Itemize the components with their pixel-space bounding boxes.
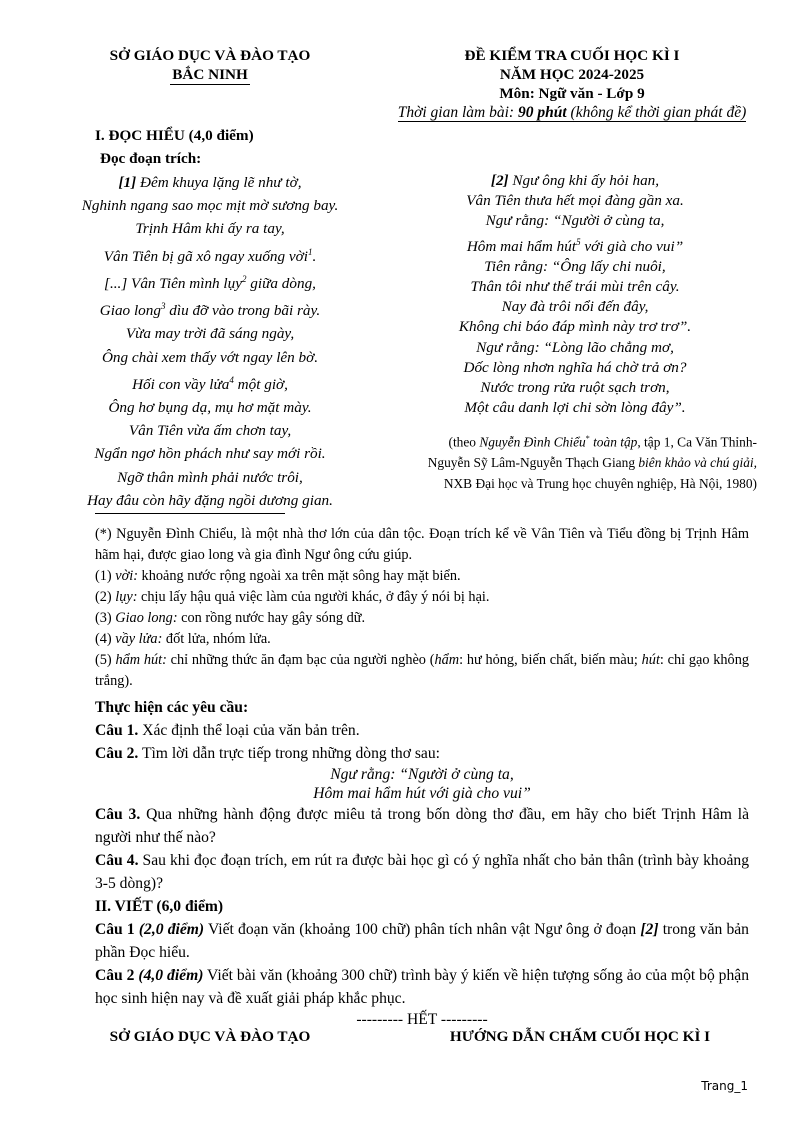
footnote-1: (1) vời: khoảng nước rộng ngoài xa trên mặt sông hay mặt biển. (95, 568, 461, 584)
footer-guide-title: HƯỚNG DẪN CHẤM CUỐI HỌC KÌ I (449, 1028, 711, 1045)
province-name: BẮC NINH (172, 66, 248, 83)
poem-excerpt-2 (420, 171, 730, 419)
poem-line: Giao long$^3$ dìu đỡ vào trong bãi rày. (99, 301, 321, 320)
footer-department: SỞ GIÁO DỤC VÀ ĐÀO TẠO (109, 1028, 311, 1045)
poem-line: Ngư rằng: “Người ở cùng ta, (485, 212, 665, 230)
poem-line: Hối con vầy lửa$^4$ một giờ, (132, 374, 288, 393)
poem-line: Trịnh Hâm khi ấy ra tay, (135, 220, 285, 238)
footnotes (95, 524, 749, 692)
subject-line: Môn: Ngữ văn - Lớp 9 (499, 85, 645, 102)
page-number: Trang_1 (701, 1079, 748, 1093)
poem-line: Một câu danh lợi chi sờn lòng đây”. (464, 399, 686, 417)
question-1: Câu 1. Xác định thể loại của văn bản trên. (95, 722, 360, 739)
questions-block (95, 696, 749, 1030)
poem-line: Ngỡ thân mình phải nước trôi, (117, 468, 303, 486)
poem-line: [...] Vân Tiên mình lụy$^2$ giữa dòng, (104, 273, 316, 292)
poem-line: Không chi báo đáp mình này trơ trơ”. (458, 318, 692, 336)
poem-line: Dốc lòng nhơn nghĩa há chờ trả ơn? (463, 358, 687, 376)
poem-line: Vân Tiên thưa hết mọi đàng gần xa. (466, 192, 684, 210)
school-year: NĂM HỌC 2024-2025 (499, 66, 645, 83)
poem-line: Ngư rằng: “Lòng lão chẳng mơ, (476, 338, 674, 356)
question-2: Câu 2. Tìm lời dẫn trực tiếp trong những dòng thơ sau: (95, 745, 440, 762)
question-4: Câu 4. Sau khi đọc đoạn trích, em rút ra được bài học gì có ý nghĩa nhất cho bản thân (trình bày khoảng 3-5 dòng)? (95, 852, 750, 892)
poem-line: Ngẩn ngơ hồn phách như say mới rồi. (94, 445, 326, 463)
time-line: Thời gian làm bài: 90 phút (không kể thời gian phát đề) (397, 104, 747, 121)
footnote-4: (4) vầy lửa: đốt lửa, nhóm lửa. (95, 631, 271, 647)
poem-line: Nước trong rửa ruột sạch trơn, (480, 379, 670, 397)
poem-line: Hôm mai hẩm hút$^5$ với già cho vui” (466, 236, 684, 255)
footnote-divider (95, 513, 285, 514)
poem-line: Thân tôi như thể trái mùi trên cây. (470, 278, 680, 296)
footnote-author: (*) Nguyễn Đình Chiểu, là một nhà thơ lớn của dân tộc. Đoạn trích kể về Vân Tiên và Tiểu đồng bị Trịnh Hâm hãm hại, được giao long và gia đình Ngư ông cứu giúp. (95, 526, 749, 563)
exam-header (372, 46, 772, 122)
end-mark: --------- HẾT --------- (356, 1011, 488, 1028)
poem-line: Tiên rằng: “Ông lấy chi nuôi, (484, 257, 666, 275)
poem-line: Vân Tiên vừa ấm chơn tay, (128, 422, 292, 440)
source-citation: (theo Nguyễn Đình Chiểu* toàn tập, tập 1, Ca Văn Thỉnh- Nguyễn Sỹ Lâm-Nguyễn Thạch Giang biên khảo và chú giải, NXB Đại học và Trung học chuyên nghiệp, Hà Nội, 1980) (427, 434, 757, 492)
time-value: 90 phút (517, 104, 567, 121)
question-3: Câu 3. Qua những hành động được miêu tả trong bốn dòng thơ đầu, em hãy cho biết Trịnh Hâm là người như thế nào? (95, 806, 749, 846)
read-excerpt-label: Đọc đoạn trích: (100, 150, 202, 167)
question-2-quote: Ngư rằng: “Người ở cùng ta, Hôm mai hẩm hút với già cho vui” (313, 766, 531, 802)
poem-line: Vân Tiên bị gã xô ngay xuống vời$^1$. (103, 246, 317, 265)
requirements-label: Thực hiện các yêu cầu: (95, 699, 249, 716)
footnote-2: (2) lụy: chịu lấy hậu quả việc làm của người khác, ở đây ý nói bị hại. (95, 589, 490, 605)
poem-line: Nghinh ngang sao mọc mịt mờ sương bay. (81, 197, 339, 215)
writing-question-2: Câu 2 (4,0 điểm) Viết bài văn (khoảng 300 chữ) trình bày ý kiến về hiện tượng sống ảo của một bộ phận học sinh hiện nay và đề xuất giải pháp khắc phục. (95, 967, 749, 1007)
poem-line: Hay đâu còn hãy đặng ngồi dương gian. (87, 491, 333, 509)
poem-excerpt-1 (55, 171, 365, 512)
exam-title: ĐỀ KIỂM TRA CUỐI HỌC KÌ I (464, 47, 680, 64)
poem-line: Ông hơ bụng dạ, mụ hơ mặt mày. (108, 399, 312, 417)
poem-line: Vừa may trời đã sáng ngày, (125, 325, 295, 343)
department-header (60, 46, 360, 85)
poem-line: Nay đà trôi nổi đến đây, (501, 298, 649, 316)
poem-line: Ông chài xem thấy vớt ngay lên bờ. (101, 348, 319, 366)
poem-line: [1] Đêm khuya lặng lẽ như tờ, (118, 174, 302, 191)
section-writing-title: II. VIẾT (6,0 điểm) (95, 898, 224, 915)
footnote-5: (5) hẩm hút: chỉ những thức ăn đạm bạc của người nghèo (hẩm: hư hỏng, biến chất, biến màu; hút: chỉ gạo không trắng). (95, 652, 750, 689)
footnote-3: (3) Giao long: con rồng nước hay gây sóng dữ. (95, 610, 366, 626)
poem-line: [2] Ngư ông khi ấy hỏi han, (490, 172, 660, 189)
writing-question-1: Câu 1 (2,0 điểm) Viết đoạn văn (khoảng 100 chữ) phân tích nhân vật Ngư ông ở đoạn [2] trong văn bản phần Đọc hiểu. (95, 921, 749, 961)
section-reading-title: I. ĐỌC HIỂU (4,0 điểm) (95, 127, 254, 144)
department-name: SỞ GIÁO DỤC VÀ ĐÀO TẠO (109, 47, 311, 64)
